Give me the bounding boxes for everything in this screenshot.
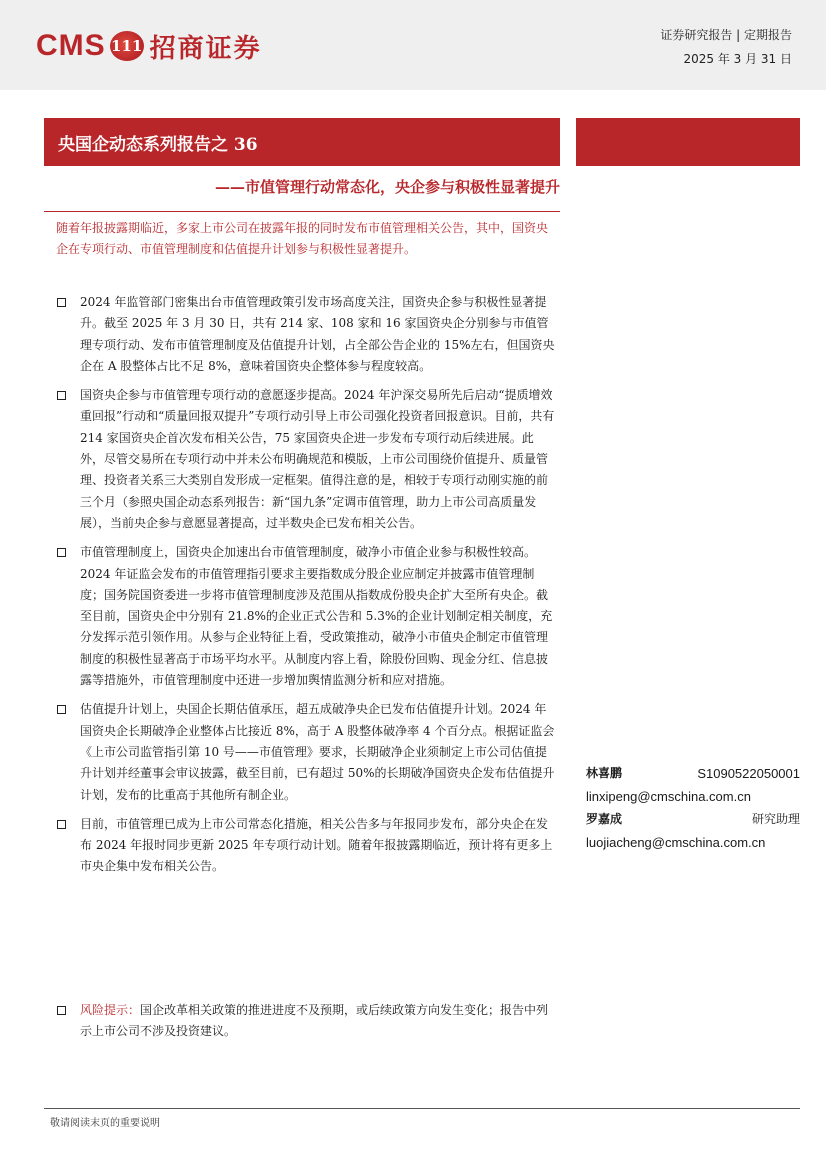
risk-warning: [56, 1000, 556, 1043]
sidebar-banner: [576, 118, 800, 166]
footer-disclaimer: 敬请阅读末页的重要说明: [50, 1118, 160, 1129]
report-title: 央国企动态系列报告之 36: [58, 134, 258, 155]
square-bullet-icon: [57, 1006, 66, 1015]
logo-chinese-name: 招商证券: [149, 33, 262, 64]
list-item: [56, 542, 556, 691]
abstract-paragraph: 随着年报披露期临近，多家上市公司在披露年报的同时发布市值管理相关公告，其中，国资央企在专项行动、市值管理制度和估值提升计划参与积极性显著提升。: [56, 221, 549, 256]
analyst-panel: [586, 762, 800, 854]
footer-divider: [44, 1108, 800, 1109]
company-logo: [36, 26, 262, 66]
report-type: 证券研究报告 | 定期报告: [660, 28, 792, 42]
list-item-text: 国资央企参与市值管理专项行动的意愿逐步提高。2024 年沪深交易所先后启动“提质增效重回报”行动和“质量回报双提升”专项行动引导上市公司强化投资者回报意识。目前，共有 214 家国资央企首次发布相关公告，75 家国资央企进一步发布专项行动后续进展。此外，尽管交易所在专项行动中并未公布明确规范和模版，上市公司围绕价值提升、质量管理、投资者关系三大类别自发形成一定框架。值得注意的是，相较于专项行动刚实施的前三个月（参照央国企动态系列报告：新“国九条”定调市值管理，助力上市公司高质量发展），当前央企参与意愿显著提高，过半数央企已发布相关公告。: [80, 388, 555, 530]
square-bullet-icon: [57, 298, 66, 307]
title-bar: [44, 118, 560, 166]
list-item: [56, 385, 556, 534]
list-item-text: 2024 年监管部门密集出台市值管理政策引发市场高度关注，国资央企参与积极性显著提升。截至 2025 年 3 月 30 日，共有 214 家、108 家和 16 家国资央企分别参与市值管理专项行动、发布市值管理制度及估值提升计划，占全部公告企业的 15%左右，但国资央企在 A 股整体占比不足 8%，意味着国资央企整体参与程度较高。: [80, 295, 555, 373]
analyst-row: [586, 808, 800, 831]
list-item-text: 目前，市值管理已成为上市公司常态化措施，相关公告多与年报同步发布，部分央企在发布 2024 年报时同步更新 2025 年专项行动计划。随着年报披露期临近，预计将有更多上市央企集中发布相关公告。: [80, 816, 553, 874]
logo-emblem-icon: 111: [110, 31, 144, 61]
square-bullet-icon: [57, 548, 66, 557]
list-item: [56, 699, 556, 805]
list-item-text: 市值管理制度上，国资央企加速出台市值管理制度，破净小市值企业参与积极性较高。2024 年证监会发布的市值管理指引要求主要指数成分股企业应制定并披露市值管理制度；国务院国资委进一步将市值管理制度涉及范围从指数成份股央企扩大至所有央企。截至目前，国资央企中分别有 21.8%的企业正式公告和 5.3%的企业计划制定相关制度，充分发挥示范引领作用。从参与企业特征上看，受政策推动，破净小市值央企制定市值管理制度的积极性显著高于市场平均水平。从制度内容上看，除股份回购、现金分红、信息披露等措施外，市值管理制度中还进一步增加舆情监测分析和应对措施。: [80, 545, 553, 688]
logo-cms-text: CMS: [36, 29, 106, 62]
analyst-role: 研究助理: [751, 812, 800, 826]
report-subtitle: ——市值管理行动常态化，央企参与积极性显著提升: [214, 178, 560, 196]
list-item: [56, 292, 556, 377]
square-bullet-icon: [57, 705, 66, 714]
list-item: [56, 814, 556, 878]
analyst-row: [586, 762, 800, 785]
list-item-text: 估值提升计划上，央国企长期估值承压，超五成破净央企已发布估值提升计划。2024 年国资央企长期破净企业整体占比接近 8%，高于 A 股整体破净率 4 个百分点。根据证监会《上市公司监管指引第 10 号——市值管理》要求，长期破净企业须制定上市公司估值提升计划并经董事会审议披露，截至目前，已有超过 50%的长期破净国资央企发布估值提升计划，发布的比重高于其他所有制企业。: [80, 702, 555, 802]
key-points-list: [56, 292, 556, 886]
title-divider: [44, 211, 560, 212]
analyst-name: 林喜鹏: [586, 766, 623, 780]
analyst-name: 罗嘉成: [586, 812, 623, 826]
risk-text: 国企改革相关政策的推进进度不及预期，或后续政策方向发生变化；报告中列示上市公司不涉及投资建议。: [80, 1003, 549, 1039]
analyst-license-id: S1090522050001: [697, 766, 800, 781]
square-bullet-icon: [57, 820, 66, 829]
analyst-email[interactable]: luojiacheng@cmschina.com.cn: [586, 835, 766, 850]
risk-label: 风险提示：: [80, 1003, 141, 1017]
square-bullet-icon: [57, 391, 66, 400]
analyst-email[interactable]: linxipeng@cmschina.com.cn: [586, 789, 751, 804]
report-date: 2025 年 3 月 31 日: [683, 52, 792, 66]
